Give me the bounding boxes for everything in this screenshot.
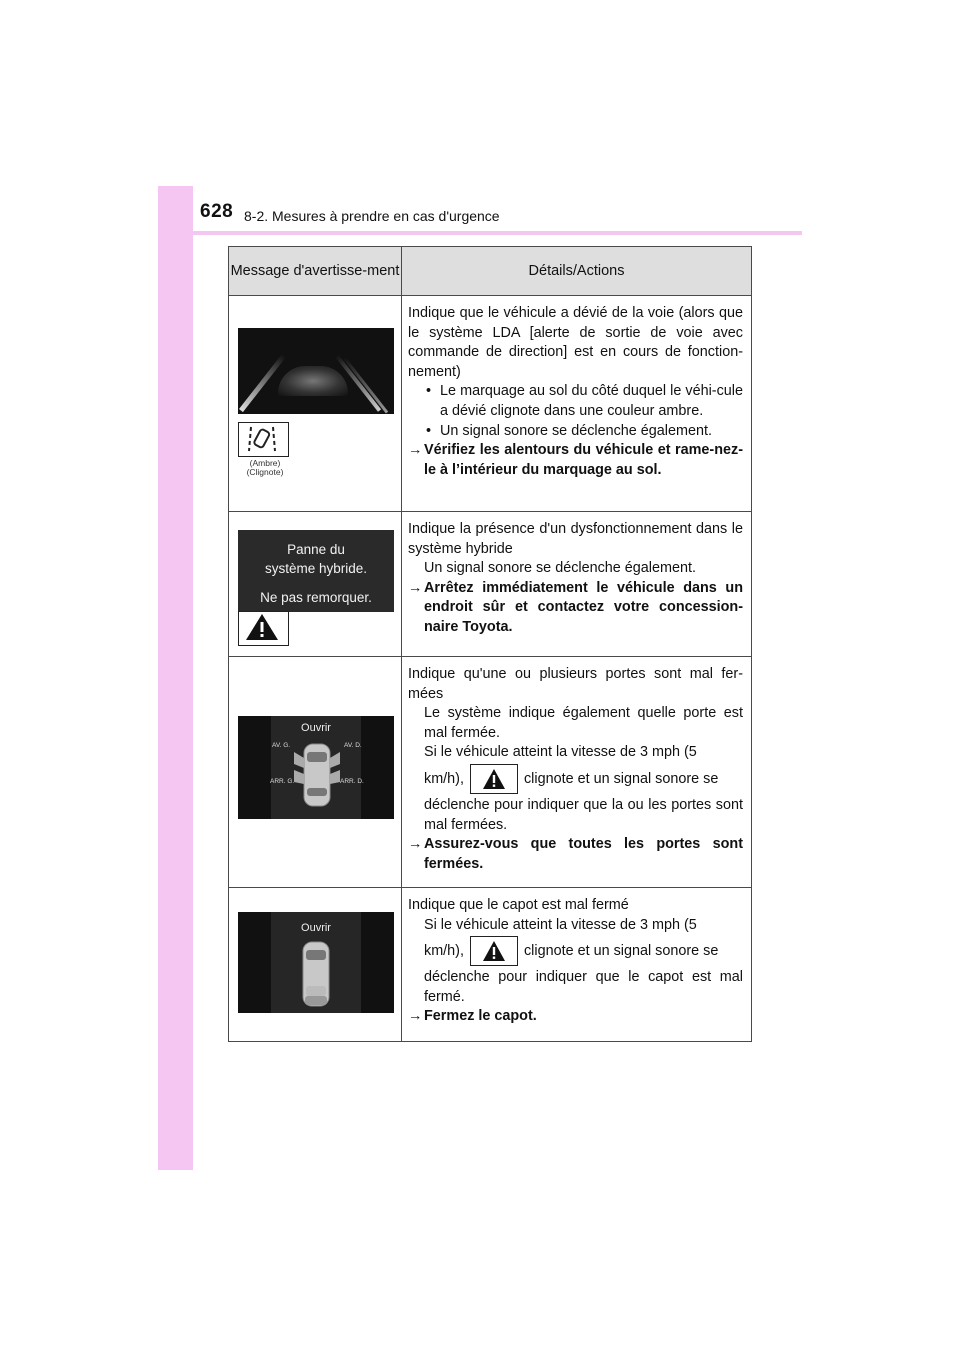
- message-cell: [229, 657, 402, 888]
- arrow-icon: →: [408, 1008, 423, 1025]
- display-title: Ouvrir: [301, 722, 331, 734]
- action-text: → Vérifiez les alentours du véhicule et rame-nez-le à l’intérieur du marquage au sol.: [408, 442, 743, 478]
- detail-subtext: déclenche pour indiquer que le capot est mal fermé.: [424, 969, 743, 1005]
- warning-triangle-icon: [470, 936, 518, 966]
- header-rule: [158, 231, 802, 235]
- table-row: [229, 512, 752, 657]
- message-cell: [229, 512, 402, 657]
- details-cell: [402, 888, 752, 1042]
- column-header-details: Détails/Actions: [402, 247, 752, 296]
- detail-text: Indique qu'une ou plusieurs portes sont mal fer-mées: [408, 666, 743, 702]
- vehicle-top-view-icon: [296, 938, 336, 1010]
- detail-subtext: Si le véhicule atteint la vitesse de 3 mph (5: [424, 916, 697, 933]
- details-cell: [402, 657, 752, 888]
- action-text: → Arrêtez immédiatement le véhicule dans un endroit sûr et contactez votre concession-naire Toyota.: [408, 579, 743, 635]
- detail-subtext: Le système indique également quelle porte est mal fermée.: [424, 705, 743, 741]
- icon-caption-color: (Ambre): [249, 458, 281, 468]
- action-text: → Fermez le capot.: [408, 1007, 743, 1027]
- lda-display-image: [238, 328, 394, 414]
- details-cell: [402, 512, 752, 657]
- arrow-icon: →: [408, 836, 423, 853]
- bullet-item: • Le marquage au sol du côté duquel le véhi-cule a dévié clignote dans une couleur ambre.: [426, 383, 743, 419]
- details-cell: [402, 296, 752, 512]
- display-title: Ouvrir: [301, 922, 331, 934]
- icon-caption-state: (Clignote): [246, 467, 284, 477]
- detail-subtext: Un signal sonore se déclenche également.: [424, 560, 696, 577]
- warning-triangle-icon: [238, 611, 289, 646]
- detail-subtext-inline: km/h), clignote et un signal sonore se: [408, 935, 743, 968]
- page-number: 628: [200, 201, 234, 222]
- detail-subtext: déclenche pour indiquer que la ou les portes sont mal fermées.: [424, 796, 743, 833]
- detail-subtext: Si le véhicule atteint la vitesse de 3 mph (5: [424, 744, 697, 761]
- bullet-item: • Un signal sonore se déclenche également.: [426, 422, 712, 439]
- vehicle-top-view-icon: [292, 738, 342, 814]
- hood-open-display: [238, 912, 394, 1013]
- detail-text: Indique que le capot est mal fermé: [408, 897, 629, 913]
- arrow-icon: →: [408, 579, 423, 596]
- section-title: 8-2. Mesures à prendre en cas d'urgence: [244, 208, 500, 224]
- message-cell: [229, 296, 402, 512]
- table-row: [229, 888, 752, 1042]
- arrow-icon: →: [408, 442, 423, 459]
- door-open-display: Ouvrir AV. G. AV. D. ARR. G. ARR. D.: [238, 716, 394, 819]
- column-header-message: Message d'avertisse-ment: [229, 247, 402, 296]
- table-row: [229, 296, 752, 512]
- hybrid-failure-display: Panne du système hybride. Ne pas remorquer.: [238, 530, 394, 612]
- warning-table: [228, 246, 752, 1042]
- action-text: → Assurez-vous que toutes les portes sont fermées.: [408, 836, 743, 872]
- lane-departure-icon: [238, 422, 289, 457]
- message-cell: [229, 888, 402, 1042]
- warning-triangle-icon: [470, 764, 518, 794]
- detail-subtext-inline: km/h), clignote et un signal sonore se: [408, 763, 743, 796]
- detail-text: Indique que le véhicule a dévié de la voie (alors que le système LDA [alerte de sortie de voie avec commande de direction] est en cours de fonction-nement): [408, 305, 743, 380]
- table-row: [229, 657, 752, 888]
- detail-text: Indique la présence d'un dysfonctionnement dans le système hybride: [408, 521, 743, 557]
- side-tab-bar: [158, 186, 193, 1170]
